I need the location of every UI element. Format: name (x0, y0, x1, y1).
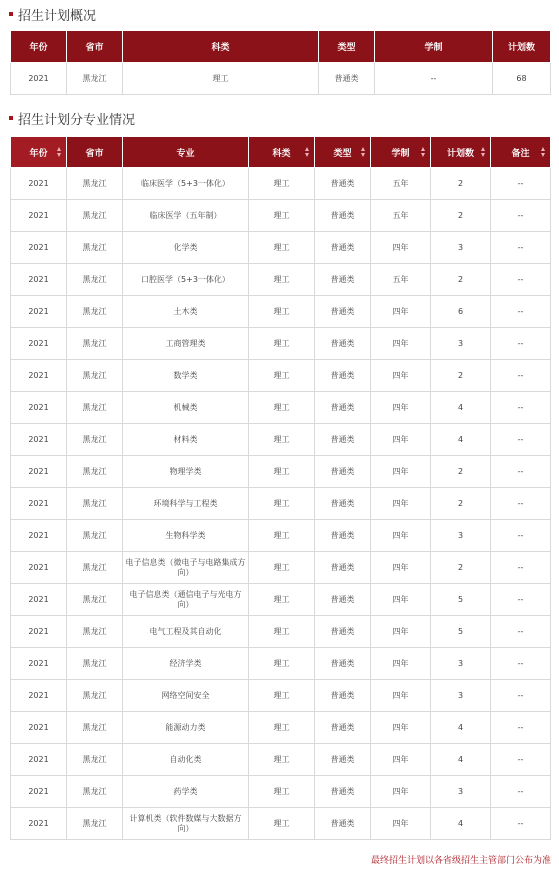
bullet-icon (9, 116, 13, 120)
cell-plan: 2 (431, 488, 491, 520)
cell-province: 黑龙江 (67, 360, 123, 392)
cell-remark: -- (491, 808, 551, 840)
table-row (11, 360, 551, 392)
cell-remark: -- (491, 488, 551, 520)
cell-province: 黑龙江 (67, 712, 123, 744)
major-table (10, 136, 551, 840)
cell-subject: 理工 (249, 680, 315, 712)
cell-major: 电气工程及其自动化 (123, 616, 249, 648)
cell-year: 2021 (11, 360, 67, 392)
cell-duration: 四年 (371, 232, 431, 264)
cell-duration: 四年 (371, 744, 431, 776)
cell-remark: -- (491, 776, 551, 808)
cell-subject: 理工 (249, 200, 315, 232)
cell-subject: 理工 (249, 488, 315, 520)
cell-plan: 2 (431, 200, 491, 232)
cell-major: 工商管理类 (123, 328, 249, 360)
cell-type: 普通类 (315, 328, 371, 360)
header-label: 专业 (176, 148, 195, 159)
table-row (11, 616, 551, 648)
summary-cell-year: 2021 (11, 63, 67, 95)
cell-major: 机械类 (123, 392, 249, 424)
cell-type: 普通类 (315, 744, 371, 776)
cell-type: 普通类 (315, 520, 371, 552)
cell-duration: 五年 (371, 264, 431, 296)
cell-remark: -- (491, 648, 551, 680)
cell-remark: -- (491, 232, 551, 264)
cell-duration: 四年 (371, 616, 431, 648)
cell-subject: 理工 (249, 360, 315, 392)
cell-year: 2021 (11, 552, 67, 584)
cell-plan: 6 (431, 296, 491, 328)
cell-remark: -- (491, 168, 551, 200)
cell-type: 普通类 (315, 616, 371, 648)
cell-type: 普通类 (315, 200, 371, 232)
table-row (11, 264, 551, 296)
cell-plan: 2 (431, 264, 491, 296)
cell-type: 普通类 (315, 680, 371, 712)
cell-subject: 理工 (249, 552, 315, 584)
sort-header-year[interactable] (11, 137, 67, 168)
cell-province: 黑龙江 (67, 296, 123, 328)
cell-duration: 五年 (371, 200, 431, 232)
cell-type: 普通类 (315, 424, 371, 456)
cell-remark: -- (491, 392, 551, 424)
cell-major: 自动化类 (123, 744, 249, 776)
cell-plan: 2 (431, 456, 491, 488)
summary-header-plan: 计划数 (493, 31, 551, 63)
cell-remark: -- (491, 200, 551, 232)
cell-year: 2021 (11, 616, 67, 648)
table-row (11, 200, 551, 232)
table-row (11, 296, 551, 328)
cell-remark: -- (491, 680, 551, 712)
header-province (67, 137, 123, 168)
summary-header-subject: 科类 (123, 31, 319, 63)
bullet-icon (9, 12, 13, 16)
cell-province: 黑龙江 (67, 584, 123, 616)
cell-province: 黑龙江 (67, 680, 123, 712)
sort-arrows-icon[interactable] (305, 147, 310, 157)
cell-duration: 四年 (371, 808, 431, 840)
cell-year: 2021 (11, 488, 67, 520)
header-label: 类型 (333, 148, 352, 159)
sort-header-duration[interactable] (371, 137, 431, 168)
cell-subject: 理工 (249, 264, 315, 296)
cell-duration: 四年 (371, 328, 431, 360)
cell-remark: -- (491, 520, 551, 552)
table-row (11, 392, 551, 424)
cell-plan: 2 (431, 552, 491, 584)
table-row (11, 776, 551, 808)
cell-year: 2021 (11, 168, 67, 200)
cell-year: 2021 (11, 328, 67, 360)
cell-year: 2021 (11, 392, 67, 424)
table-row (11, 584, 551, 616)
cell-province: 黑龙江 (67, 424, 123, 456)
cell-major: 材料类 (123, 424, 249, 456)
cell-subject: 理工 (249, 328, 315, 360)
major-section-title (9, 108, 135, 128)
summary-header-year: 年份 (11, 31, 67, 63)
cell-duration: 四年 (371, 520, 431, 552)
cell-plan: 2 (431, 168, 491, 200)
cell-province: 黑龙江 (67, 200, 123, 232)
major-title-text: 招生计划分专业情况 (18, 112, 136, 128)
cell-subject: 理工 (249, 744, 315, 776)
cell-type: 普通类 (315, 232, 371, 264)
cell-plan: 3 (431, 680, 491, 712)
header-label: 学制 (391, 148, 410, 159)
cell-remark: -- (491, 456, 551, 488)
cell-major: 经济学类 (123, 648, 249, 680)
cell-province: 黑龙江 (67, 264, 123, 296)
cell-duration: 四年 (371, 648, 431, 680)
cell-year: 2021 (11, 808, 67, 840)
cell-province: 黑龙江 (67, 808, 123, 840)
cell-type: 普通类 (315, 264, 371, 296)
summary-title-text: 招生计划概况 (18, 8, 97, 24)
cell-duration: 四年 (371, 680, 431, 712)
major-table-body (11, 168, 551, 840)
cell-plan: 3 (431, 648, 491, 680)
cell-type: 普通类 (315, 360, 371, 392)
cell-province: 黑龙江 (67, 616, 123, 648)
table-row (11, 712, 551, 744)
cell-major: 网络空间安全 (123, 680, 249, 712)
table-row (11, 456, 551, 488)
cell-duration: 五年 (371, 168, 431, 200)
cell-province: 黑龙江 (67, 232, 123, 264)
summary-section-title (9, 4, 96, 24)
sort-arrows-icon[interactable] (421, 147, 426, 157)
cell-plan: 3 (431, 520, 491, 552)
summary-cell-type: 普通类 (319, 63, 375, 95)
header-label: 计划数 (446, 148, 474, 159)
header-major (123, 137, 249, 168)
footnote: 最终招生计划以各省级招生主管部门公布为准 (370, 856, 551, 866)
cell-province: 黑龙江 (67, 328, 123, 360)
summary-cell-plan: 68 (493, 63, 551, 95)
table-row (11, 63, 551, 95)
sort-arrows-icon[interactable] (481, 147, 486, 157)
cell-remark: -- (491, 744, 551, 776)
cell-subject: 理工 (249, 584, 315, 616)
table-row (11, 808, 551, 840)
cell-remark: -- (491, 584, 551, 616)
cell-subject: 理工 (249, 808, 315, 840)
cell-subject: 理工 (249, 424, 315, 456)
summary-header-province: 省市 (67, 31, 123, 63)
cell-remark: -- (491, 264, 551, 296)
cell-plan: 3 (431, 232, 491, 264)
cell-major: 物理学类 (123, 456, 249, 488)
cell-duration: 四年 (371, 584, 431, 616)
cell-year: 2021 (11, 744, 67, 776)
cell-year: 2021 (11, 648, 67, 680)
cell-type: 普通类 (315, 808, 371, 840)
cell-duration: 四年 (371, 552, 431, 584)
cell-major: 土木类 (123, 296, 249, 328)
cell-subject: 理工 (249, 456, 315, 488)
cell-major: 数学类 (123, 360, 249, 392)
cell-year: 2021 (11, 584, 67, 616)
header-label: 科类 (272, 148, 291, 159)
table-row (11, 744, 551, 776)
cell-duration: 四年 (371, 360, 431, 392)
cell-subject: 理工 (249, 616, 315, 648)
cell-year: 2021 (11, 200, 67, 232)
cell-subject: 理工 (249, 232, 315, 264)
summary-cell-duration: -- (375, 63, 493, 95)
major-header-row (11, 137, 551, 168)
cell-type: 普通类 (315, 648, 371, 680)
cell-type: 普通类 (315, 488, 371, 520)
cell-major: 电子信息类（通信电子与光电方向） (123, 584, 249, 616)
table-row (11, 424, 551, 456)
summary-cell-subject: 理工 (123, 63, 319, 95)
header-label: 省市 (85, 148, 104, 159)
header-label: 年份 (29, 148, 48, 159)
cell-duration: 四年 (371, 456, 431, 488)
cell-duration: 四年 (371, 776, 431, 808)
cell-major: 口腔医学（5+3一体化） (123, 264, 249, 296)
cell-plan: 4 (431, 424, 491, 456)
cell-subject: 理工 (249, 392, 315, 424)
sort-arrows-icon[interactable] (57, 147, 62, 157)
sort-header-remark[interactable] (491, 137, 551, 168)
cell-subject: 理工 (249, 776, 315, 808)
table-row (11, 168, 551, 200)
cell-remark: -- (491, 424, 551, 456)
cell-duration: 四年 (371, 488, 431, 520)
cell-type: 普通类 (315, 296, 371, 328)
table-row (11, 552, 551, 584)
cell-remark: -- (491, 328, 551, 360)
cell-year: 2021 (11, 232, 67, 264)
cell-province: 黑龙江 (67, 520, 123, 552)
cell-subject: 理工 (249, 712, 315, 744)
cell-province: 黑龙江 (67, 744, 123, 776)
cell-major: 环境科学与工程类 (123, 488, 249, 520)
cell-duration: 四年 (371, 392, 431, 424)
cell-major: 临床医学（5+3一体化） (123, 168, 249, 200)
cell-major: 化学类 (123, 232, 249, 264)
cell-type: 普通类 (315, 776, 371, 808)
cell-type: 普通类 (315, 392, 371, 424)
summary-header-row (11, 31, 551, 63)
cell-subject: 理工 (249, 168, 315, 200)
header-label: 备注 (511, 148, 530, 159)
cell-type: 普通类 (315, 456, 371, 488)
cell-year: 2021 (11, 296, 67, 328)
cell-major: 计算机类（软件数媒与大数据方向） (123, 808, 249, 840)
cell-province: 黑龙江 (67, 168, 123, 200)
cell-type: 普通类 (315, 712, 371, 744)
cell-year: 2021 (11, 264, 67, 296)
cell-remark: -- (491, 616, 551, 648)
cell-province: 黑龙江 (67, 552, 123, 584)
sort-header-type[interactable] (315, 137, 371, 168)
cell-plan: 4 (431, 712, 491, 744)
sort-arrows-icon[interactable] (541, 147, 546, 157)
cell-major: 电子信息类（微电子与电路集成方向） (123, 552, 249, 584)
cell-plan: 5 (431, 616, 491, 648)
cell-major: 临床医学（五年制） (123, 200, 249, 232)
cell-remark: -- (491, 296, 551, 328)
cell-province: 黑龙江 (67, 648, 123, 680)
cell-plan: 4 (431, 392, 491, 424)
cell-plan: 3 (431, 328, 491, 360)
cell-plan: 4 (431, 744, 491, 776)
cell-major: 生物科学类 (123, 520, 249, 552)
cell-province: 黑龙江 (67, 488, 123, 520)
table-row (11, 232, 551, 264)
cell-year: 2021 (11, 456, 67, 488)
cell-province: 黑龙江 (67, 456, 123, 488)
sort-arrows-icon[interactable] (361, 147, 366, 157)
cell-province: 黑龙江 (67, 392, 123, 424)
cell-year: 2021 (11, 776, 67, 808)
cell-subject: 理工 (249, 648, 315, 680)
sort-header-plan[interactable] (431, 137, 491, 168)
cell-remark: -- (491, 712, 551, 744)
table-row (11, 648, 551, 680)
cell-remark: -- (491, 360, 551, 392)
cell-duration: 四年 (371, 424, 431, 456)
cell-type: 普通类 (315, 552, 371, 584)
cell-subject: 理工 (249, 520, 315, 552)
table-row (11, 680, 551, 712)
summary-header-duration: 学制 (375, 31, 493, 63)
cell-plan: 4 (431, 808, 491, 840)
summary-cell-province: 黑龙江 (67, 63, 123, 95)
cell-year: 2021 (11, 424, 67, 456)
cell-duration: 四年 (371, 712, 431, 744)
summary-header-type: 类型 (319, 31, 375, 63)
cell-year: 2021 (11, 520, 67, 552)
table-row (11, 328, 551, 360)
cell-year: 2021 (11, 712, 67, 744)
sort-header-subject[interactable] (249, 137, 315, 168)
cell-plan: 5 (431, 584, 491, 616)
cell-subject: 理工 (249, 296, 315, 328)
cell-plan: 2 (431, 360, 491, 392)
cell-major: 能源动力类 (123, 712, 249, 744)
cell-major: 药学类 (123, 776, 249, 808)
cell-type: 普通类 (315, 584, 371, 616)
table-row (11, 488, 551, 520)
summary-table (10, 30, 551, 95)
cell-province: 黑龙江 (67, 776, 123, 808)
table-row (11, 520, 551, 552)
cell-type: 普通类 (315, 168, 371, 200)
cell-plan: 3 (431, 776, 491, 808)
cell-duration: 四年 (371, 296, 431, 328)
cell-remark: -- (491, 552, 551, 584)
cell-year: 2021 (11, 680, 67, 712)
